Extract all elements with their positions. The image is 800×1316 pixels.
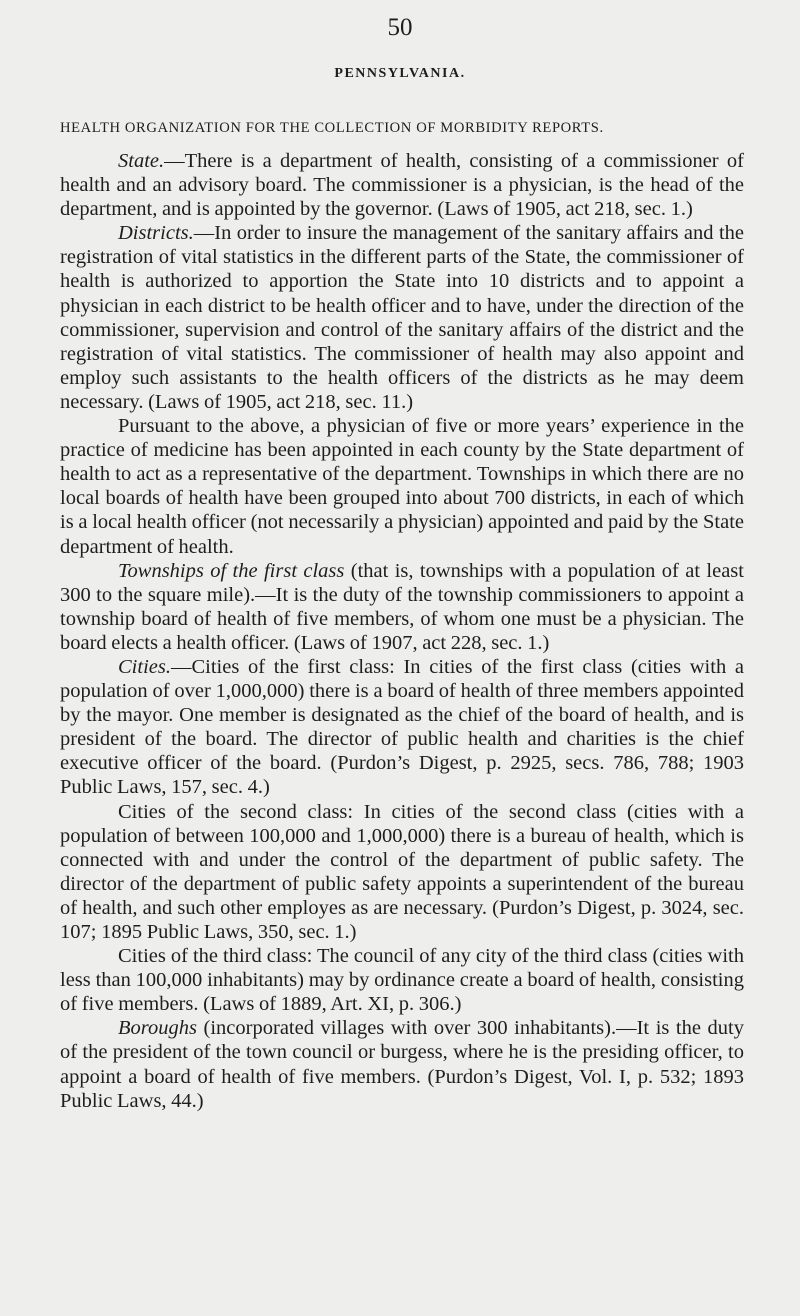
running-head: PENNSYLVANIA. xyxy=(334,66,466,81)
page-number: 50 xyxy=(387,14,413,41)
paragraph-text: (incorporated villages with over 300 inhabitants).—It is the duty of the president of the town council or burgess, where he is the presiding officer, to appoint a board of health of five members. (Purdon’s Digest, Vol. I, p. 532; 1893 Public Laws, 44.) xyxy=(60,1017,744,1112)
paragraph-text: (that is, townships with a population of at least 300 to the square mile).—It is the duty of the township commissioners to appoint a township board of health of five members, of whom one must be a physician. The board elects a health officer. (Laws of 1907, act 228, sec. 1.) xyxy=(60,559,744,654)
paragraph-text: Cities of the third class: The council of any city of the third class (cities with less than 100,000 inhabitants) may by ordinance create a board of health, consisting of five members. (Laws of 1889, Art. XI, p. 306.) xyxy=(60,945,744,1016)
paragraph-lead: State. xyxy=(118,150,165,172)
paragraph-text: Pursuant to the above, a physician of five or more years’ experience in the practice of medicine has been appointed in each county by the State department of health to act as a representative of the department. Townships in which there are no local boards of health have been grouped into about 700 districts, in each of which is a local health officer (not necessarily a physician) appointed and paid by the State department of health. xyxy=(60,415,744,558)
paragraph-townships xyxy=(60,559,744,655)
paragraph-districts xyxy=(60,221,744,414)
paragraph-text: Cities of the second class: In cities of the second class (cities with a population of between 100,000 and 1,000,000) there is a bureau of health, which is connected with and under the control of the department of public safety. The director of the department of public safety appoints a superintendent of the bureau of health, and such other employes as are necessary. (Purdon’s Digest, p. 3024, sec. 107; 1895 Public Laws, 350, sec. 1.) xyxy=(60,800,744,943)
paragraph-lead: Boroughs xyxy=(118,1017,197,1040)
paragraph-cities-third-class xyxy=(60,944,744,1016)
paragraph-boroughs xyxy=(60,1016,744,1112)
paragraph-lead: Cities. xyxy=(118,655,171,678)
paragraph-text: —Cities of the first class: In cities of the first class (cities with a population of over 1,000,000) there is a board of health of three members appointed by the mayor. One member is designated as the chief of the board of health, and is president of the board. The director of public health and charities is the chief executive officer of the board. (Purdon’s Digest, p. 2925, secs. 786, 788; 1903 Public Laws, 157, sec. 4.) xyxy=(60,655,744,799)
paragraph-pursuant xyxy=(60,414,744,559)
paragraph-state xyxy=(60,149,744,221)
body-text xyxy=(60,149,744,1113)
paragraph-text: —There is a department of health, consisting of a commissioner of health and an advisory board. The commissioner is a physician, is the head of the department, and is appointed by the governor. (Laws of 1905, act 218, sec. 1.) xyxy=(60,150,744,221)
paragraph-cities-first-class xyxy=(60,655,744,800)
section-title: HEALTH ORGANIZATION FOR THE COLLECTION OF MORBIDITY REPORTS. xyxy=(60,120,604,136)
paragraph-cities-second-class xyxy=(60,800,744,945)
paragraph-lead: Districts. xyxy=(118,222,194,245)
paragraph-text: —In order to insure the management of the sanitary affairs and the registration of vital statistics in the different parts of the State, the commissioner of health is authorized to apportion the State into 10 districts and to appoint a physician in each district to be health officer and to have, under the direction of the commissioner, supervision and control of the sanitary affairs of the district and the registration of vital statistics. The commissioner of health may also appoint and employ such assistants to the health officers of the districts as he may deem necessary. (Laws of 1905, act 218, sec. 11.) xyxy=(60,222,744,413)
paragraph-lead: Townships of the first class xyxy=(118,559,345,582)
